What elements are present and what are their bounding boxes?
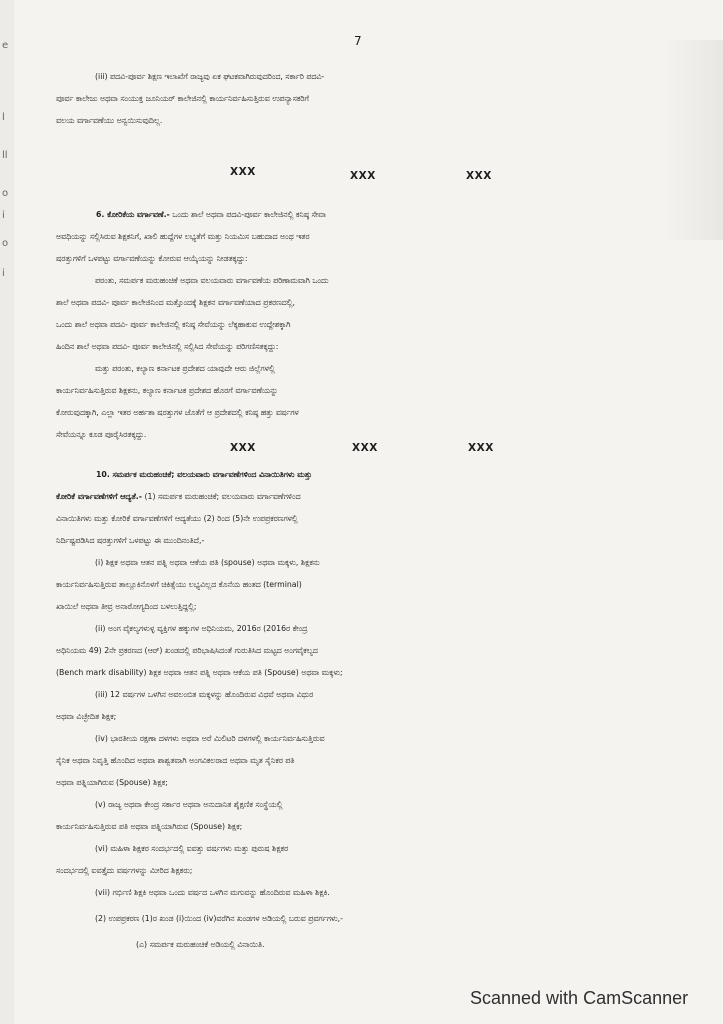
text-line: ಕೋರುವುದಕ್ಕಾಗಿ, ಎಲ್ಲಾ ಇತರ ಅರ್ಹತಾ ಷರತ್ತುಗಳ ಜೊತೆಗೆ ಆ ಪ್ರದೇಶದಲ್ಲಿ ಕನಿಷ್ಠ ಹತ್ತು ವರ್ಷಗಳ	[56, 408, 299, 417]
text-line: ಸಂದರ್ಭದಲ್ಲಿ ಐವತ್ತೈದು ವರ್ಷಗಳನ್ನು ಮೀರಿದ ಶಿಕ್ಷಕರು;	[56, 866, 193, 875]
text-line: ಪರಂತು, ಸಮರ್ಪಕ ಮರುಹಂಚಿಕೆ ಅಥವಾ ವಲಯವಾರು ವರ್ಗಾವಣೆಯ ಪರಿಣಾಮವಾಗಿ ಒಂದು	[95, 276, 329, 285]
separator-mark: XXX	[230, 166, 256, 178]
clause-vi: (vi) ಮಹಿಳಾ ಶಿಕ್ಷಕರ ಸಂದರ್ಭದಲ್ಲಿ ಐವತ್ತು ವರ್ಷಗಳು ಮತ್ತು ಪುರುಷ ಶಿಕ್ಷಕರ	[95, 844, 289, 853]
subclause-a: (ಎ) ಸಮರ್ಪಕ ಮರುಹಂಚಿಕೆ ಅಡಿಯಲ್ಲಿ ವಿನಾಯಿತಿ.	[136, 940, 265, 949]
separator-mark: XXX	[466, 170, 492, 182]
text-line: ಷರತ್ತುಗಳಿಗೆ ಒಳಪಟ್ಟು ವರ್ಗಾವಣೆಯನ್ನು ಕೋರುವ ಆಯ್ಕೆಯನ್ನು ನೀಡತಕ್ಕದ್ದು:	[56, 254, 248, 263]
separator-mark: XXX	[350, 170, 376, 182]
text-line: ಶಾಲೆ ಅಥವಾ ಪದವಿ- ಪೂರ್ವ ಕಾಲೇಜಿನಿಂದ ಮತ್ತೊಂದಕ್ಕೆ ಶಿಕ್ಷಕನ ವರ್ಗಾವಣೆಯಾದ ಪ್ರಕರಣದಲ್ಲಿ,	[56, 298, 296, 307]
section-6-heading: 6. ಕೋರಿಕೆಯ ವರ್ಗಾವಣೆ.-	[96, 210, 170, 219]
text-line: ಮತ್ತು ಪರಂತು, ಕಲ್ಯಾಣ ಕರ್ನಾಟಕ ಪ್ರದೇಶದ ಯಾವುದೇ ಆರು ಜಿಲ್ಲೆಗಳಲ್ಲಿ	[95, 364, 275, 373]
text-line: ಕಾರ್ಯನಿರ್ವಹಿಸುತ್ತಿರುವ ತಾಲ್ಲೂಕಿನೊಳಗೆ ಚಿಕಿತ್ಸೆಯು ಲಭ್ಯವಿಲ್ಲದ ಕೊನೆಯ ಹಂತದ (terminal)	[56, 580, 302, 589]
separator-mark: XXX	[352, 442, 378, 454]
text-fragment: ಒಂದು ಶಾಲೆ ಅಥವಾ ಪದವಿ-ಪೂರ್ವ ಕಾಲೇಜಿನಲ್ಲಿ ಕನಿಷ್ಠ ಸೇವಾ	[169, 210, 326, 219]
separator-mark: XXX	[230, 442, 256, 454]
clause-vii: (vii) ಗರ್ಭಿಣಿ ಶಿಕ್ಷಕಿ ಅಥವಾ ಒಂದು ವರ್ಷದ ಒಳಗಿನ ಮಗುವನ್ನು ಹೊಂದಿರುವ ಮಹಿಳಾ ಶಿಕ್ಷಕಿ.	[95, 888, 330, 897]
text-fragment: (1) ಸಮರ್ಪಕ ಮರುಹಂಚಿಕೆ; ವಲಯವಾರು ವರ್ಗಾವಣೆಗಳಿಂದ	[142, 492, 301, 501]
text-line: ಸೈನಿಕ ಅಥವಾ ನಿವೃತ್ತಿ ಹೊಂದಿದ ಅಥವಾ ಶಾಶ್ವತವಾಗಿ ಅಂಗವಿಕಲರಾದ ಅಥವಾ ಮೃತ ಸೈನಿಕರ ಪತಿ	[56, 756, 295, 765]
edge-char: o	[2, 188, 9, 199]
clause-iii: (iii) 12 ವರ್ಷಗಳ ಒಳಗಿನ ಅವಲಂಬಿತ ಮಕ್ಕಳನ್ನು ಹೊಂದಿರುವ ವಿಧವೆ ಅಥವಾ ವಿಧುರ	[95, 690, 314, 699]
section-10-heading-cont: ಕೋರಿಕೆ ವರ್ಗಾವಣೆಗಳಿಗೆ ಆದ್ಯತೆ.-	[56, 492, 143, 501]
camscanner-watermark: Scanned with CamScanner	[470, 988, 689, 1008]
edge-char: ll	[2, 150, 8, 161]
clause-v: (v) ರಾಜ್ಯ ಅಥವಾ ಕೇಂದ್ರ ಸರ್ಕಾರ ಅಥವಾ ಅನುದಾನಿತ ಶೈಕ್ಷಣಿಕ ಸಂಸ್ಥೆಯಲ್ಲಿ	[95, 800, 283, 809]
text-line: ಖಾಯಿಲೆ ಅಥವಾ ತೀವ್ರ ಅನಾರೋಗ್ಯದಿಂದ ಬಳಲುತ್ತಿದ್ದಲ್ಲಿ;	[56, 602, 197, 611]
separator-mark: XXX	[468, 442, 494, 454]
page-number: 7	[354, 34, 362, 48]
text-line: ಕಾರ್ಯನಿರ್ವಹಿಸುತ್ತಿರುವ ಶಿಕ್ಷಕನು, ಕಲ್ಯಾಣ ಕರ್ನಾಟಕ ಪ್ರದೇಶದ ಹೊರಗೆ ವರ್ಗಾವಣೆಯನ್ನು	[56, 386, 278, 395]
text-line: (iii) ಪದವಿ-ಪೂರ್ವ ಶಿಕ್ಷಣ ಇಲಾಖೆಗೆ ರಾಜ್ಯವು ಏಕ ಘಟಕವಾಗಿರುವುದರಿಂದ, ಸರ್ಕಾರಿ ಪದವಿ-	[95, 72, 325, 81]
text-line: ವಲಯ ವರ್ಗಾವಣೆಯು ಅನ್ವಯಿಸುವುದಿಲ್ಲ.	[56, 116, 163, 125]
text-line: ಕಾರ್ಯನಿರ್ವಹಿಸುತ್ತಿರುವ ಪತಿ ಅಥವಾ ಪತ್ನಿಯಾಗಿರುವ (Spouse) ಶಿಕ್ಷಕ;	[56, 822, 243, 831]
text-line: ಹಿಂದಿನ ಶಾಲೆ ಅಥವಾ ಪದವಿ- ಪೂರ್ವ ಕಾಲೇಜಿನಲ್ಲಿ ಸಲ್ಲಿಸಿದ ಸೇವೆಯನ್ನು ಪರಿಗಣಿಸತಕ್ಕದ್ದು:	[56, 342, 279, 351]
subsection-2: (2) ಉಪಪ್ರಕರಣ (1)ರ ಖಂಡ (i)ಯಿಂದ (iv)ವರೆಗಿನ ಖಂಡಗಳ ಅಡಿಯಲ್ಲಿ ಬರುವ ಪ್ರವರ್ಗಗಳು,-	[95, 914, 343, 923]
text-line: ಪೂರ್ವ ಕಾಲೇಜು ಅಥವಾ ಸಂಯುಕ್ತ ಜೂನಿಯರ್ ಕಾಲೇಜಿನಲ್ಲಿ ಕಾರ್ಯನಿರ್ವಹಿಸುತ್ತಿರುವ ಉಪನ್ಯಾಸಕರಿಗೆ	[56, 94, 309, 103]
clause-i: (i) ಶಿಕ್ಷಕ ಅಥವಾ ಆತನ ಪತ್ನಿ ಅಥವಾ ಆಕೆಯ ಪತಿ (spouse) ಅಥವಾ ಮಕ್ಕಳು, ಶಿಕ್ಷಕನು	[95, 558, 320, 567]
edge-char: l	[2, 112, 5, 123]
text-line: ಅಧಿನಿಯಮ 49) 2ನೇ ಪ್ರಕರಣದ (ಆರ್) ಖಂಡದಲ್ಲಿ ಪರಿಭಾಷಿಸಿದಂತೆ ಗುರುತಿಸಿದ ಮಟ್ಟದ ಅಂಗವೈಕಲ್ಯದ	[56, 646, 318, 655]
section-10-heading-line2	[0, 488, 723, 506]
clause-iv: (iv) ಭಾರತೀಯ ರಕ್ಷಣಾ ದಳಗಳು ಅಥವಾ ಅರೆ ಮಿಲಿಟರಿ ದಳಗಳಲ್ಲಿ ಕಾರ್ಯನಿರ್ವಹಿಸುತ್ತಿರುವ	[95, 734, 325, 743]
section-10-heading: 10. ಸಮರ್ಪಕ ಮರುಹಂಚಿಕೆ; ವಲಯವಾರು ವರ್ಗಾವಣೆಗಳಿಂದ ವಿನಾಯಿತಿಗಳು ಮತ್ತು	[96, 470, 312, 479]
text-line: ಅಥವಾ ವಿಚ್ಛೇದಿತ ಶಿಕ್ಷಕ;	[56, 712, 117, 721]
text-line: ಅವಧಿಯನ್ನು ಸಲ್ಲಿಸಿರುವ ಶಿಕ್ಷಕನಿಗೆ, ಖಾಲಿ ಹುದ್ದೆಗಳ ಲಭ್ಯತೆಗೆ ಮತ್ತು ನಿಯಮಿಸ ಬಹುದಾದ ಅಂಥ ಇತರ	[56, 232, 310, 241]
section-6-first-line	[0, 206, 723, 224]
text-line: ನಿರ್ದಿಷ್ಟಪಡಿಸಿದ ಷರತ್ತುಗಳಿಗೆ ಒಳಪಟ್ಟು ಈ ಮುಂದಿನಂತಿದೆ,-	[56, 536, 205, 545]
edge-char: i	[2, 210, 5, 221]
text-line: ಅಥವಾ ಪತ್ನಿಯಾಗಿರುವ (Spouse) ಶಿಕ್ಷಕ;	[56, 778, 168, 787]
edge-char: o	[2, 238, 9, 249]
edge-char: i	[2, 268, 5, 279]
clause-ii: (ii) ಅಂಗ ವೈಕಲ್ಯಗಳುಳ್ಳ ವ್ಯಕ್ತಿಗಳ ಹಕ್ಕುಗಳ ಅಧಿನಿಯಮ, 2016ರ (2016ರ ಕೇಂದ್ರ	[95, 624, 308, 633]
text-line: ಸೇವೆಯನ್ನೂ ಕೂಡ ಪೂರೈಸಿರತಕ್ಕದ್ದು.	[56, 430, 147, 439]
text-line: (Bench mark disability) ಶಿಕ್ಷಕ ಅಥವಾ ಆತನ ಪತ್ನಿ ಅಥವಾ ಆಕೆಯ ಪತಿ (Spouse) ಅಥವಾ ಮಕ್ಕಳು;	[56, 668, 343, 677]
text-line: ಒಂದು ಶಾಲೆ ಅಥವಾ ಪದವಿ- ಪೂರ್ವ ಕಾಲೇಜಿನಲ್ಲಿ ಕನಿಷ್ಠ ಸೇವೆಯನ್ನು ಲೆಕ್ಕಹಾಕುವ ಉದ್ದೇಶಕ್ಕಾಗಿ	[56, 320, 291, 329]
edge-char: e	[2, 40, 9, 51]
text-line: ವಿನಾಯಿತಿಗಳು ಮತ್ತು ಕೋರಿಕೆ ವರ್ಗಾವಣೆಗಳಿಗೆ ಆದ್ಯತೆಯು (2) ರಿಂದ (5)ನೇ ಉಪಪ್ರಕರಣಗಳಲ್ಲಿ	[56, 514, 298, 523]
